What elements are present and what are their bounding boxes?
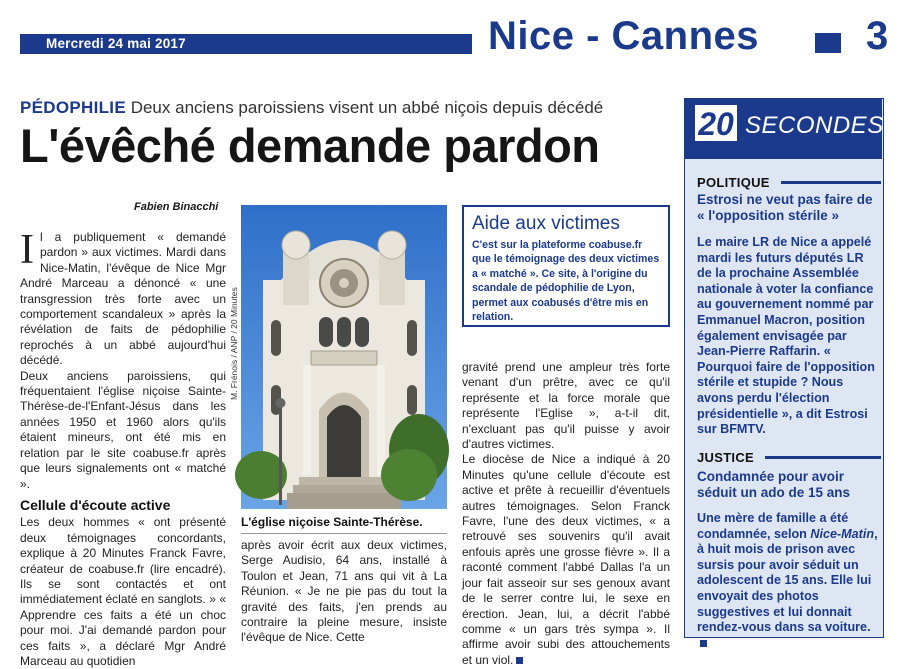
kicker-text: Deux anciens paroissiens visent un abbé niçois depuis décédé bbox=[130, 98, 604, 117]
paragraph: gravité prend une ampleur très forte venant d'un prêtre, avec ce qu'il représente et la force morale que représente l'Eglise », a-t-il dit, n'excluant pas qu'il puisse y avoir d'autres victimes. bbox=[462, 360, 670, 452]
brief-text-part: Une mère de famille a été condamnée, selon bbox=[697, 511, 849, 541]
end-mark bbox=[700, 640, 707, 647]
kicker-tag: PÉDOPHILIE bbox=[20, 98, 126, 117]
paragraph-text: Le diocèse de Nice a indiqué à 20 Minutes qu'une cellule d'écoute est active et prête à recueillir d'éventuels autres témoignages. Selon Franck Favre, l'une des deux victimes, « a retrouvé ses souvenirs qu'il avait enfouis après une grosse fièvre ». Il a raconté comment l'abbé Dallas l'a un jour fait asseoir sur ses genoux avant de le serrer contre lui, le sexe en érection. Jean, lui, a décrit l'abbé comme « un gars très sympa ». Il affirme avoir subi des attouchements et un viol. bbox=[462, 452, 670, 667]
paragraph: après avoir écrit aux deux victimes, Serge Audisio, 64 ans, installé à Toulon et Jean, 71 ans qui vit à La Réunion. « Je ne pie pas du tout la gravité des faits, j'en prends au contraire la pleine mesure, insiste l'évêque de Nice. Cette bbox=[241, 538, 447, 645]
article-headline: L'évêché demande pardon bbox=[20, 119, 600, 172]
article-kicker bbox=[20, 98, 603, 118]
date-bar bbox=[20, 34, 472, 54]
article-column-1 bbox=[20, 227, 226, 669]
briefs-sidebar bbox=[684, 98, 884, 638]
paragraph-text: l a publiquement « demandé pardon » aux victimes. Mardi dans Nice-Matin, l'évêque de Nice Mgr André Marceau a dénoncé « une transgression très forte avec un comportement scandaleux » après la révélation de faits de pédophilie reprochés à un abbé aujourd'hui décédé. bbox=[20, 230, 226, 368]
brief-text-politique: Le maire LR de Nice a appelé mardi les futurs députés LR de la prochaine Assemblée nationale à voter la confiance au gouvernement nommé par Emmanuel Macron, position également envisagée par Jean-Pierre Raffarin. « Pourquoi faire de l'opposition stérile et stupide ? Nous avons perdu l'élection présidentielle », a dit Estrosi sur BFMTV. bbox=[697, 235, 875, 437]
victims-help-title: Aide aux victimes bbox=[472, 213, 620, 234]
church-illustration bbox=[241, 205, 447, 509]
caption-divider bbox=[241, 533, 447, 534]
category-rule bbox=[781, 181, 881, 184]
brief-category-politique: POLITIQUE bbox=[697, 175, 770, 190]
brief-text-part: , à huit mois de prison avec sursis pour avoir séduit un adolescent de 15 ans. Elle lui envoyait des photos suggestives et lui donnait rendez-vous dans sa voiture. bbox=[697, 526, 878, 635]
issue-date: Mercredi 24 mai 2017 bbox=[46, 36, 186, 51]
photo-caption: L'église niçoise Sainte-Thérèse. bbox=[241, 515, 423, 529]
brief-category-justice: JUSTICE bbox=[697, 450, 755, 465]
brief-source: Nice-Matin bbox=[810, 526, 875, 541]
article-column-2 bbox=[241, 538, 447, 646]
drop-cap: I bbox=[20, 227, 34, 273]
article-subhead: Cellule d'écoute active bbox=[20, 496, 171, 513]
briefs-number: 20 bbox=[695, 105, 737, 141]
brief-headline-politique: Estrosi ne veut pas faire de « l'opposition stérile » bbox=[697, 192, 873, 223]
photo-credit: M. Frénois / ANP / 20 Minutes bbox=[229, 287, 239, 400]
section-marker bbox=[815, 33, 841, 53]
victims-help-box bbox=[462, 205, 670, 327]
victims-help-text: C'est sur la plateforme coabuse.fr que le témoignage des deux victimes a « matché ». Ce site, à l'origine du scandale de pédophilie de Lyon, permet aux coabusés d'être mis en relation. bbox=[472, 239, 660, 324]
church-photo bbox=[241, 205, 447, 509]
brief-text-justice bbox=[697, 511, 879, 651]
end-mark bbox=[516, 657, 523, 664]
brief-headline-justice: Condamnée pour avoir séduit un ado de 15 ans bbox=[697, 469, 851, 500]
paragraph: Deux anciens paroissiens, qui fréquentaient l'église niçoise Sainte-Thérèse-de-l'Enfant-Jésus dans les années 1950 et 1960 alors qu'ils étaient mineurs, ont été mis en relation par le site coabuse.fr après que leurs signalements ont « matché ». bbox=[20, 368, 226, 491]
page-number: 3 bbox=[866, 14, 889, 58]
article-column-3 bbox=[462, 360, 670, 668]
briefs-title: SECONDES bbox=[745, 112, 884, 139]
paragraph bbox=[462, 452, 670, 668]
briefs-header bbox=[685, 99, 882, 159]
category-rule bbox=[765, 456, 881, 459]
article-byline: Fabien Binacchi bbox=[134, 201, 219, 213]
paragraph bbox=[20, 227, 226, 369]
paragraph: Les deux hommes « ont présenté deux témoignages concordants, explique à 20 Minutes Franck Favre, créateur de coabuse.fr (lire encadré). Ils se sont contactés et ont immédiatement éclaté en sanglots. » « Apprendre ces faits a été un choc pour moi. J'ai demandé pardon pour ces faits », a déclaré Mgr André Marceau au quotidien bbox=[20, 515, 226, 668]
section-title: Nice - Cannes bbox=[488, 14, 760, 58]
